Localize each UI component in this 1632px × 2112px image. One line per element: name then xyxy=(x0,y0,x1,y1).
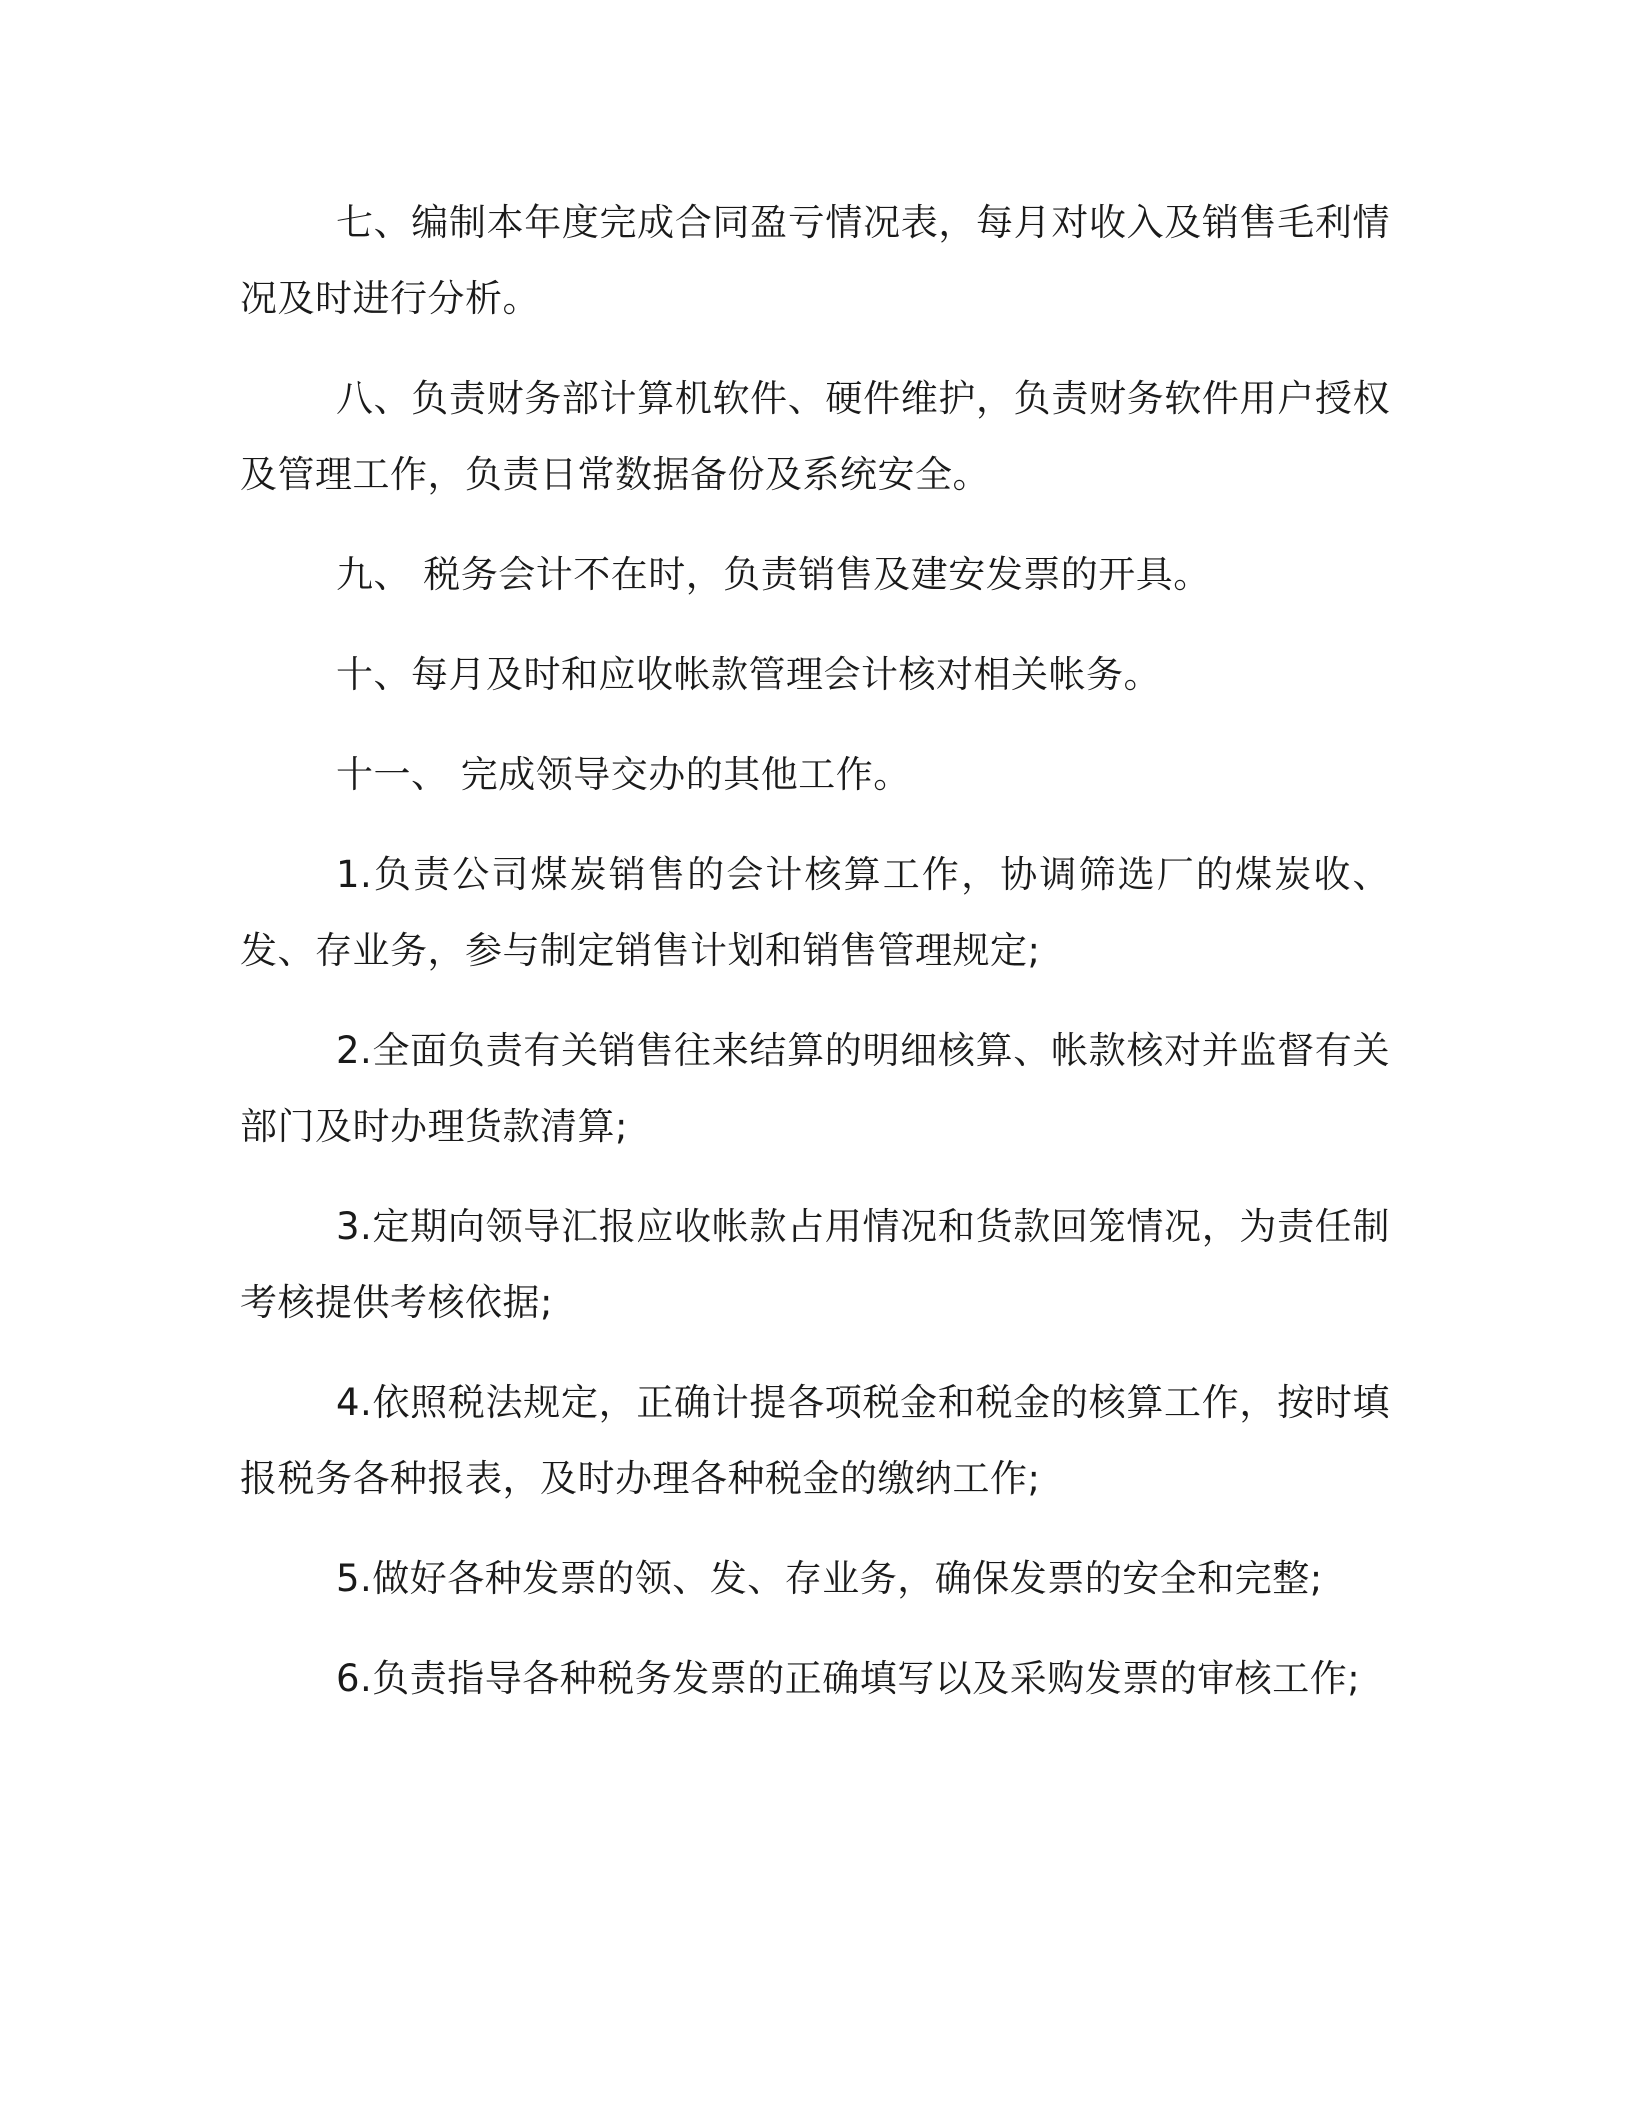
list-item-3: 3.定期向领导汇报应收帐款占用情况和货款回笼情况，为责任制考核提供考核依据; xyxy=(240,1205,1390,1324)
paragraph-8: 八、负责财务部计算机软件、硬件维护，负责财务软件用户授权及管理工作，负责日常数据备份及系统安全。 xyxy=(240,377,1390,496)
paragraph-7: 七、编制本年度完成合同盈亏情况表，每月对收入及销售毛利情况及时进行分析。 xyxy=(240,201,1390,320)
paragraph-9: 九、 税务会计不在时，负责销售及建安发票的开具。 xyxy=(336,553,1211,596)
list-item-1: 1.负责公司煤炭销售的会计核算工作，协调筛选厂的煤炭收、发、存业务，参与制定销售计划和销售管理规定; xyxy=(240,853,1390,972)
list-item-5: 5.做好各种发票的领、发、存业务，确保发票的安全和完整; xyxy=(336,1557,1323,1600)
document-body xyxy=(240,185,1390,1741)
paragraph-10: 十、每月及时和应收帐款管理会计核对相关帐务。 xyxy=(336,653,1161,696)
list-item-4: 4.依照税法规定，正确计提各项税金和税金的核算工作，按时填报税务各种报表，及时办理各种税金的缴纳工作; xyxy=(240,1381,1390,1500)
paragraph-11: 十一、 完成领导交办的其他工作。 xyxy=(336,753,911,796)
list-item-2: 2.全面负责有关销售往来结算的明细核算、帐款核对并监督有关部门及时办理货款清算; xyxy=(240,1029,1390,1148)
list-item-6: 6.负责指导各种税务发票的正确填写以及采购发票的审核工作; xyxy=(336,1657,1361,1700)
